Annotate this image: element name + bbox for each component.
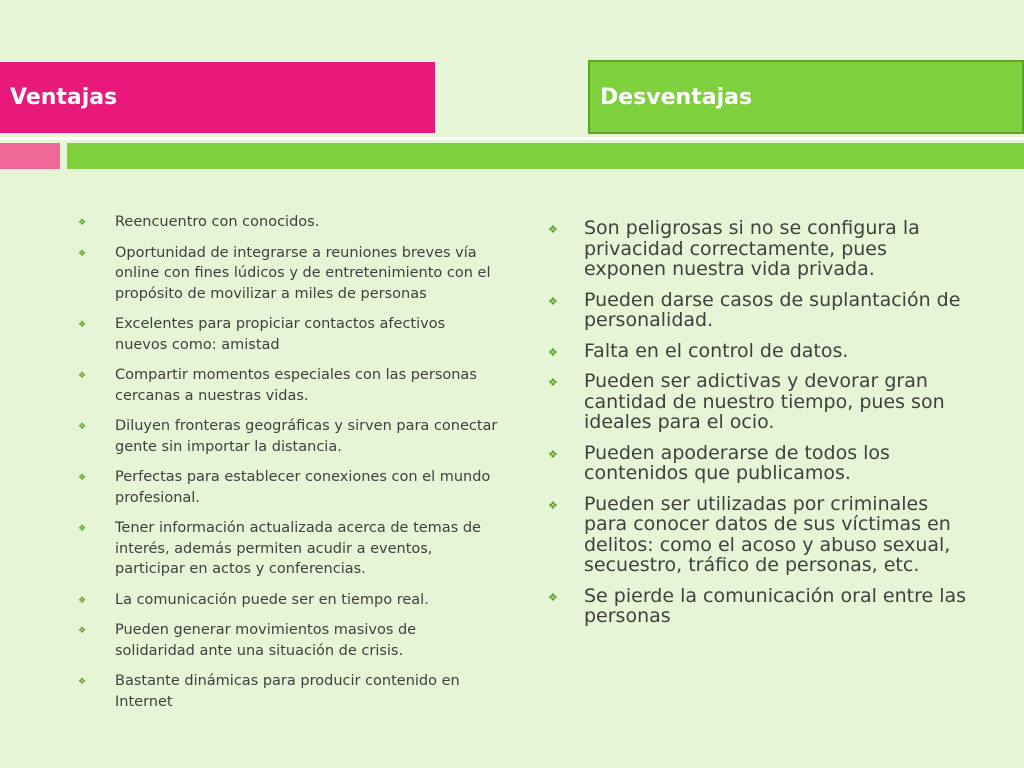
list-item <box>78 314 498 355</box>
list-item-text: Pueden darse casos de suplantación de personalidad. <box>584 288 961 331</box>
list-item-text: Reencuentro con conocidos. <box>115 214 320 230</box>
list-item <box>548 341 968 362</box>
green-accent-bar <box>67 143 1024 169</box>
list-item-text: Pueden ser adictivas y devorar gran cantidad de nuestro tiempo, pues son ideales para el ocio. <box>584 370 945 433</box>
diamond-bullet-icon: ❖ <box>78 677 87 687</box>
list-item <box>78 620 498 661</box>
list-item <box>78 671 498 712</box>
list-item <box>78 518 498 580</box>
diamond-bullet-icon: ❖ <box>78 371 87 381</box>
list-item <box>78 416 498 457</box>
diamond-bullet-icon: ❖ <box>78 422 87 432</box>
list-item-text: Diluyen fronteras geográficas y sirven para conectar gente sin importar la distancia. <box>115 418 498 455</box>
ventajas-header <box>0 62 435 133</box>
list-item <box>548 494 968 576</box>
desventajas-title: Desventajas <box>600 84 753 110</box>
diamond-bullet-icon: ❖ <box>78 473 87 483</box>
diamond-bullet-icon: ❖ <box>548 590 558 604</box>
list-item <box>548 290 968 331</box>
list-item <box>78 467 498 508</box>
list-item <box>78 365 498 406</box>
diamond-bullet-icon: ❖ <box>78 524 87 534</box>
pink-accent-bar <box>0 143 60 169</box>
ventajas-list <box>78 212 498 722</box>
list-item-text: Compartir momentos especiales con las personas cercanas a nuestras vidas. <box>115 367 477 404</box>
diamond-bullet-icon: ❖ <box>548 447 558 461</box>
list-item <box>78 212 498 233</box>
list-item <box>548 443 968 484</box>
list-item-text: Pueden generar movimientos masivos de solidaridad ante una situación de crisis. <box>115 622 417 659</box>
divider-line <box>0 137 1024 140</box>
diamond-bullet-icon: ❖ <box>78 595 87 606</box>
list-item <box>78 243 498 305</box>
list-item-text: Falta en el control de datos. <box>584 339 849 362</box>
diamond-bullet-icon: ❖ <box>78 320 87 330</box>
diamond-bullet-icon: ❖ <box>548 498 558 512</box>
list-item-text: Pueden apoderarse de todos los contenidos que publicamos. <box>584 441 890 484</box>
diamond-bullet-icon: ❖ <box>548 223 558 236</box>
diamond-bullet-icon: ❖ <box>548 376 558 389</box>
diamond-bullet-icon: ❖ <box>548 294 558 308</box>
list-item-text: Se pierde la comunicación oral entre las personas <box>584 584 967 627</box>
list-item-text: Perfectas para establecer conexiones con el mundo profesional. <box>115 469 491 506</box>
desventajas-header <box>588 60 1024 134</box>
list-item <box>548 586 968 627</box>
list-item <box>78 590 498 611</box>
diamond-bullet-icon: ❖ <box>548 345 558 359</box>
desventajas-list <box>548 218 968 637</box>
list-item-text: Bastante dinámicas para producir contenido en Internet <box>115 673 460 710</box>
list-item-text: Excelentes para propiciar contactos afectivos nuevos como: amistad <box>115 316 446 353</box>
ventajas-title: Ventajas <box>10 85 118 110</box>
list-item-text: Son peligrosas si no se configura la privacidad correctamente, pues exponen nuestra vida privada. <box>584 217 920 280</box>
list-item-text: La comunicación puede ser en tiempo real. <box>115 591 429 608</box>
diamond-bullet-icon: ❖ <box>78 248 87 259</box>
list-item-text: Pueden ser utilizadas por criminales para conocer datos de sus víctimas en delitos: como el acoso y abuso sexual, secuestro, tráfico de personas, etc. <box>584 492 951 576</box>
diamond-bullet-icon: ❖ <box>78 218 87 228</box>
diamond-bullet-icon: ❖ <box>78 626 87 636</box>
list-item <box>548 371 968 433</box>
list-item-text: Tener información actualizada acerca de temas de interés, además permiten acudir a eventos, participar en actos y conferencias. <box>115 520 481 577</box>
list-item-text: Oportunidad de integrarse a reuniones breves vía online con fines lúdicos y de entretenimiento con el propósito de movilizar a miles de personas <box>115 244 491 302</box>
list-item <box>548 218 968 280</box>
